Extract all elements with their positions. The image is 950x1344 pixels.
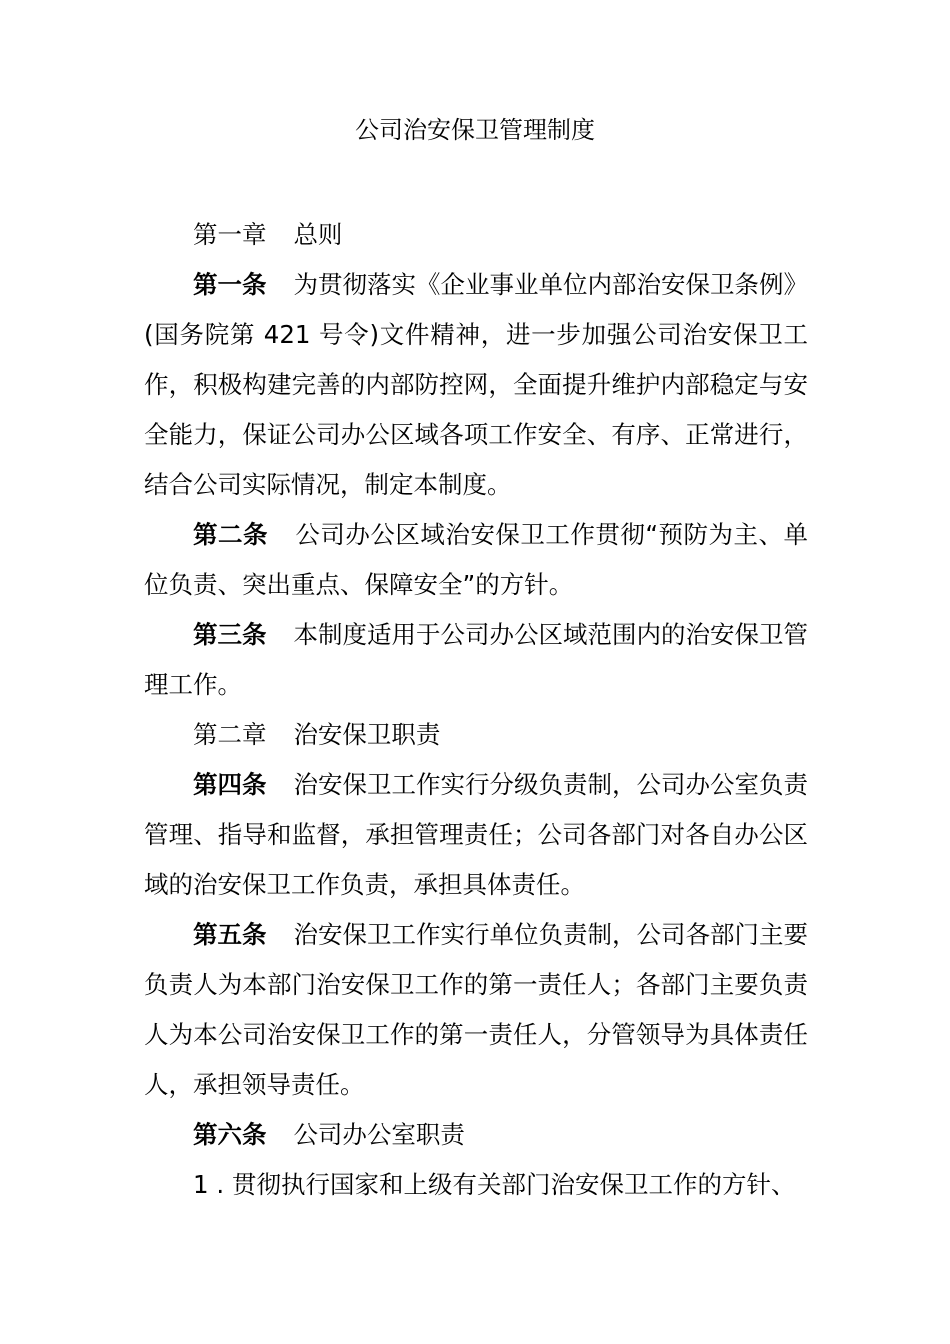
article-text: 治安保卫工作实行单位负责制，公司各部门主要负责人为本部门治安保卫工作的第一责任人；各部门主要负责人为本公司治安保卫工作的第一责任人，分管领导为具体责任人，承担领导责任。 (144, 920, 809, 1099)
chapter-heading-1 (144, 210, 808, 260)
article-text: 为贯彻落实《企业事业单位内部治安保卫条例》(国务院第 421 号令)文件精神，进一步加强公司治安保卫工作，积极构建完善的内部防控网，全面提升维护内部稳定与安全能力，保证公司办公区域各项工作安全、有序、正常进行，结合公司实际情况，制定本制度。 (144, 270, 809, 499)
article-6 (144, 1110, 808, 1160)
chapter-number: 第二章 (193, 720, 267, 749)
list-item: 1 . 贯彻执行国家和上级有关部门治安保卫工作的方针、 (193, 1170, 796, 1199)
article-1 (144, 260, 808, 510)
article-label: 第六条 (193, 1120, 267, 1149)
article-text: 公司办公区域治安保卫工作贯彻“预防为主、单位负责、突出重点、保障安全”的方针。 (144, 520, 808, 599)
article-label: 第一条 (193, 270, 267, 299)
article-text: 治安保卫工作实行分级负责制，公司办公室负责管理、指导和监督，承担管理责任；公司各部门对各自办公区域的治安保卫工作负责，承担具体责任。 (144, 770, 809, 899)
chapter-number: 第一章 (193, 220, 267, 249)
article-5 (144, 910, 808, 1110)
article-2 (144, 510, 808, 610)
chapter-name: 治安保卫职责 (293, 720, 441, 749)
article-label: 第三条 (193, 620, 267, 649)
article-4 (144, 760, 808, 910)
article-text: 公司办公室职责 (293, 1120, 465, 1149)
article-label: 第二条 (193, 520, 268, 549)
document-body (144, 210, 808, 1210)
article-label: 第五条 (193, 920, 267, 949)
article-text: 本制度适用于公司办公区域范围内的治安保卫管理工作。 (144, 620, 809, 699)
chapter-heading-2 (144, 710, 808, 760)
article-3 (144, 610, 808, 710)
document-title: 公司治安保卫管理制度 (355, 116, 595, 144)
article-label: 第四条 (193, 770, 267, 799)
chapter-name: 总则 (293, 220, 343, 249)
